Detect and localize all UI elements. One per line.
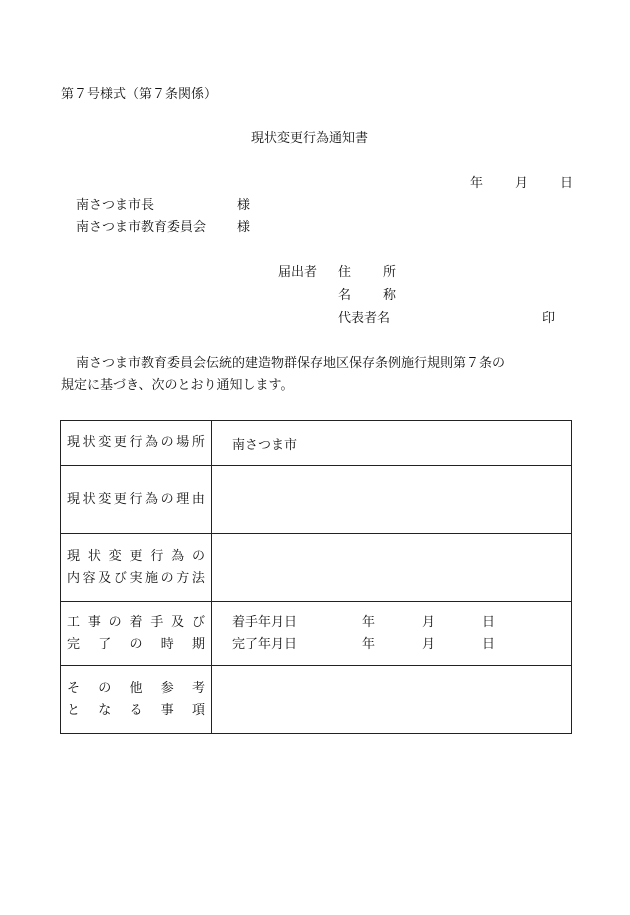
row-location — [61, 421, 572, 466]
addressee-name: 南さつま市長 — [76, 198, 155, 213]
location-label-cell — [61, 421, 212, 466]
addressee-name: 南さつま市教育委員会 — [76, 220, 207, 235]
content-label-line-2: 内 容 及 び 実 施 の 方 法 — [67, 570, 205, 586]
row-period — [61, 602, 572, 666]
name-label-1: 名 — [338, 288, 352, 303]
period-label-cell — [61, 602, 212, 666]
start-day-label: 日 — [482, 614, 496, 630]
document-title: 現状変更行為通知書 — [251, 131, 369, 146]
name-label-2: 称 — [383, 288, 397, 303]
representative-label: 代表者名 — [338, 311, 391, 326]
reason-value-cell[interactable] — [212, 466, 572, 534]
row-other — [61, 666, 572, 734]
form-number: 第７号様式（第７条関係） — [61, 87, 218, 102]
row-reason — [61, 466, 572, 534]
addressee-honorific: 様 — [237, 198, 251, 213]
body-line-2: 規定に基づき、次のとおり通知します。 — [61, 378, 294, 393]
period-value-cell[interactable] — [212, 602, 572, 666]
other-value-cell[interactable] — [212, 666, 572, 734]
notification-table — [60, 420, 572, 734]
location-value: 南さつま市 — [232, 437, 298, 453]
other-label-line-2: と な る 事 項 — [67, 702, 205, 718]
other-label-line-1: そ の 他 参 考 — [67, 680, 205, 696]
other-label-cell — [61, 666, 212, 734]
date-month: 月 — [515, 176, 529, 191]
end-date-line — [232, 634, 571, 656]
row-content — [61, 534, 572, 602]
period-label-line-2: 完 了 の 時 期 — [67, 636, 205, 652]
location-label: 現 状 変 更 行 為 の 場 所 — [67, 435, 205, 450]
content-label-cell — [61, 534, 212, 602]
end-year-label: 年 — [362, 636, 376, 652]
reason-label-cell — [61, 466, 212, 534]
start-date-line — [232, 612, 571, 634]
start-date-label: 着手年月日 — [232, 614, 298, 630]
content-label-line-1: 現 状 変 更 行 為 の — [67, 548, 205, 564]
date-year: 年 — [470, 176, 484, 191]
period-label-line-1: 工 事 の 着 手 及 び — [67, 614, 205, 630]
content-value-cell[interactable] — [212, 534, 572, 602]
start-month-label: 月 — [422, 614, 436, 630]
end-date-label: 完了年月日 — [232, 636, 298, 652]
seal-mark: 印 — [542, 311, 556, 326]
location-value-cell[interactable] — [212, 421, 572, 466]
end-day-label: 日 — [482, 636, 496, 652]
date-day: 日 — [560, 176, 574, 191]
applicant-role: 届出者 — [278, 265, 318, 280]
start-year-label: 年 — [362, 614, 376, 630]
end-month-label: 月 — [422, 636, 436, 652]
reason-label: 現 状 変 更 行 為 の 理 由 — [67, 491, 205, 507]
address-label-2: 所 — [383, 265, 397, 280]
addressee-honorific: 様 — [237, 220, 251, 235]
address-label-1: 住 — [338, 265, 352, 280]
body-line-1: 南さつま市教育委員会伝統的建造物群保存地区保存条例施行規則第７条の — [76, 356, 506, 371]
